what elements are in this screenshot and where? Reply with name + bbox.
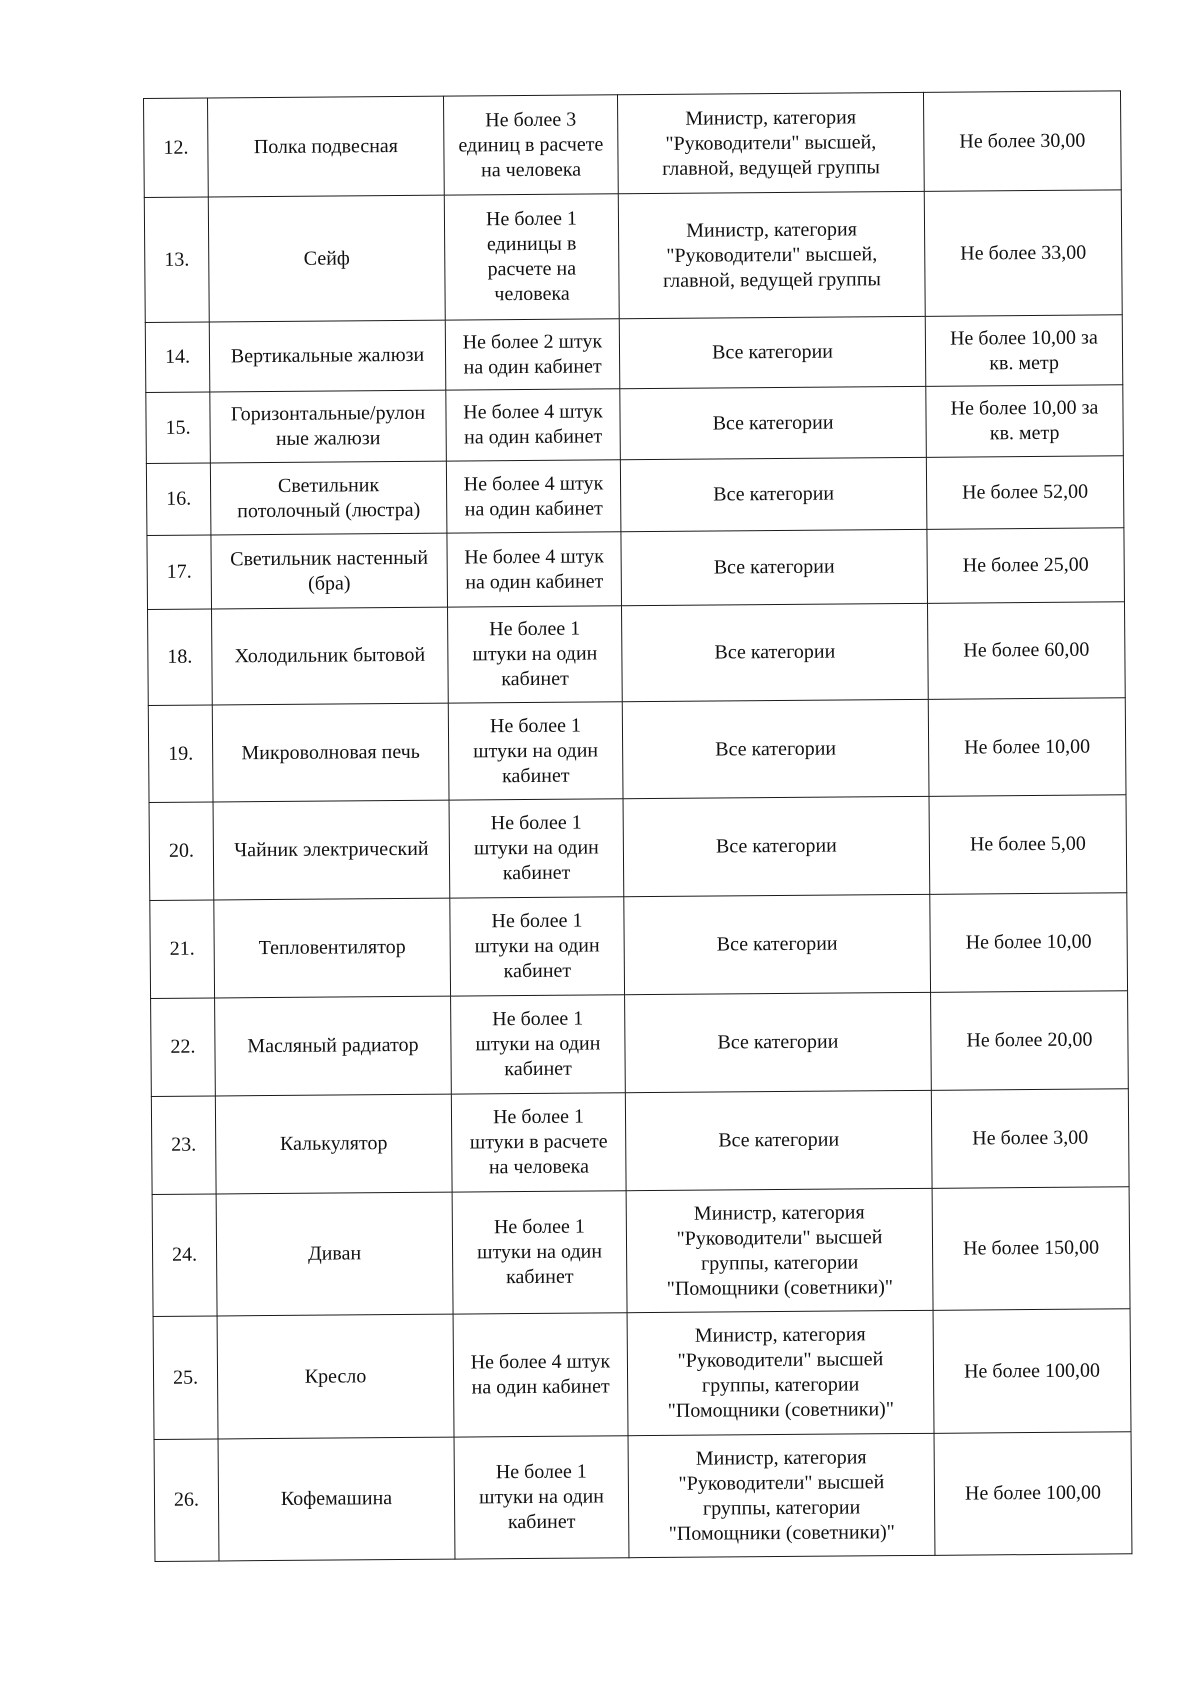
row-number: 12.	[163, 136, 189, 159]
item-name-cell	[210, 461, 447, 535]
quantity-limit: Не более 1 штуки в расчете на человека	[469, 1105, 608, 1179]
row-number: 13.	[164, 248, 190, 271]
quantity-cell	[448, 606, 623, 703]
row-number-cell	[151, 1096, 216, 1194]
price-cell	[927, 602, 1125, 700]
quantity-limit: Не более 3 единиц в расчете на человека	[458, 108, 604, 181]
item-name-cell	[214, 898, 451, 998]
item-name: Сейф	[303, 246, 350, 270]
category-cell	[620, 386, 927, 459]
norms-table	[143, 90, 1132, 1562]
row-number-cell	[148, 705, 213, 802]
row-number: 20.	[168, 839, 194, 862]
price-cell	[933, 1309, 1131, 1434]
table-row	[148, 602, 1126, 706]
quantity-cell	[449, 799, 624, 898]
staff-category: Все категории	[718, 1128, 840, 1152]
quantity-cell	[451, 1093, 626, 1192]
quantity-cell	[454, 1436, 629, 1559]
category-cell	[628, 1433, 935, 1557]
category-cell	[620, 457, 927, 531]
row-number: 22.	[170, 1035, 196, 1058]
item-name: Светильник настенный (бра)	[230, 546, 429, 595]
quantity-cell	[448, 702, 623, 800]
item-name: Светильник потолочный (люстра)	[237, 473, 421, 522]
item-name: Микроволновая печь	[241, 740, 420, 764]
quantity-cell	[444, 194, 619, 320]
row-number-cell	[147, 535, 212, 610]
staff-category: Все категории	[717, 1030, 839, 1054]
item-name: Кофемашина	[280, 1487, 393, 1510]
table-row	[145, 315, 1123, 393]
category-cell	[617, 92, 924, 193]
row-number: 14.	[164, 345, 191, 368]
price-cell	[928, 698, 1126, 797]
table-row	[146, 385, 1124, 464]
item-name-cell	[215, 996, 452, 1096]
item-name-cell	[208, 96, 445, 197]
row-number-cell	[153, 1316, 218, 1439]
row-number: 21.	[169, 937, 195, 960]
quantity-cell	[453, 1313, 628, 1437]
price-cell	[934, 1432, 1132, 1556]
quantity-limit: Не более 4 штук на один кабинет	[463, 471, 604, 520]
quantity-limit: Не более 1 штуки на один кабинет	[474, 909, 600, 983]
table-row	[152, 1187, 1130, 1317]
quantity-cell	[446, 460, 621, 533]
table-row	[151, 1089, 1129, 1195]
item-name: Холодильник бытовой	[234, 643, 426, 668]
item-name-cell	[217, 1314, 454, 1439]
row-number-cell	[144, 98, 209, 197]
price-limit: Не более 25,00	[962, 553, 1089, 577]
price-cell	[925, 315, 1123, 387]
quantity-cell	[443, 95, 618, 195]
table-row	[154, 1432, 1132, 1562]
table-row	[147, 528, 1125, 610]
price-cell	[931, 1089, 1129, 1189]
row-number-cell	[152, 1194, 217, 1316]
quantity-limit: Не более 2 штук на один кабинет	[462, 329, 603, 378]
row-number-cell	[146, 392, 211, 464]
row-number: 17.	[166, 560, 192, 583]
category-cell	[625, 1090, 932, 1190]
row-number: 18.	[167, 645, 193, 668]
table-body	[144, 91, 1132, 1562]
item-name-cell	[216, 1192, 453, 1316]
category-cell	[622, 603, 929, 701]
table-row	[144, 91, 1122, 198]
item-name: Горизонтальные/рулон ные жалюзи	[230, 401, 426, 450]
row-number-cell	[144, 197, 209, 322]
row-number-cell	[148, 609, 213, 705]
row-number: 25.	[172, 1366, 199, 1389]
price-limit: Не более 10,00	[965, 930, 1092, 954]
row-number-cell	[149, 802, 214, 900]
price-limit: Не более 150,00	[962, 1236, 1100, 1260]
quantity-limit: Не более 1 штуки на один кабинет	[477, 1215, 603, 1289]
item-name-cell	[211, 533, 448, 609]
staff-category: Министр, категория "Руководители" высшей группы, категории "Помощники (советники)"	[666, 1200, 894, 1300]
price-cell	[932, 1187, 1130, 1311]
price-limit: Не более 10,00 за кв. метр	[950, 396, 1099, 445]
row-number-cell	[151, 998, 216, 1096]
quantity-limit: Не более 1 единицы в расчете на человека	[485, 207, 578, 306]
staff-category: Все категории	[712, 340, 834, 364]
price-cell	[929, 795, 1127, 895]
quantity-limit: Не более 1 штуки на один кабинет	[472, 617, 598, 691]
price-limit: Не более 10,00 за кв. метр	[949, 326, 1098, 374]
price-cell	[926, 456, 1124, 530]
price-limit: Не более 5,00	[969, 832, 1086, 856]
quantity-limit: Не более 1 штуки на один кабинет	[478, 1460, 605, 1534]
staff-category: Министр, категория "Руководители" высшей, главной, ведущей группы	[662, 105, 881, 180]
table-row	[146, 456, 1124, 536]
quantity-limit: Не более 4 штук на один кабинет	[464, 544, 604, 593]
category-cell	[621, 529, 928, 605]
quantity-cell	[445, 319, 620, 390]
quantity-cell	[452, 1191, 627, 1314]
price-limit: Не более 33,00	[960, 241, 1087, 265]
staff-category: Все категории	[715, 737, 837, 761]
category-cell	[624, 894, 931, 994]
item-name: Диван	[307, 1242, 362, 1265]
item-name-cell	[213, 800, 450, 900]
quantity-cell	[450, 897, 625, 996]
price-cell	[927, 528, 1125, 604]
row-number: 23.	[171, 1133, 197, 1156]
row-number: 26.	[173, 1488, 200, 1511]
quantity-limit: Не более 4 штук на один кабинет	[470, 1350, 611, 1399]
row-number: 24.	[171, 1243, 198, 1266]
table-row	[150, 893, 1128, 999]
category-cell	[626, 1188, 933, 1312]
category-cell	[623, 796, 930, 896]
staff-category: Все категории	[713, 482, 835, 506]
staff-category: Все категории	[715, 834, 837, 858]
quantity-cell	[447, 532, 622, 607]
staff-category: Все категории	[714, 640, 836, 664]
category-cell	[622, 699, 929, 798]
quantity-cell	[446, 389, 621, 461]
category-cell	[627, 1310, 934, 1435]
staff-category: Все категории	[713, 555, 835, 579]
item-name-cell	[209, 320, 446, 392]
price-cell	[923, 91, 1121, 192]
item-name-cell	[210, 390, 447, 463]
row-number: 15.	[165, 416, 191, 439]
staff-category: Министр, категория "Руководители" высшей, главной, ведущей группы	[662, 217, 881, 292]
price-cell	[924, 190, 1122, 317]
item-name-cell	[212, 607, 449, 705]
row-number: 16.	[166, 487, 192, 510]
category-cell	[618, 191, 925, 318]
category-cell	[619, 316, 926, 388]
price-cell	[931, 991, 1129, 1091]
price-limit: Не более 60,00	[963, 638, 1090, 662]
table-row	[148, 698, 1126, 803]
staff-category: Министр, категория "Руководители" высшей группы, категории "Помощники (советники)"	[668, 1445, 895, 1545]
staff-category: Все категории	[712, 411, 834, 435]
item-name-cell	[218, 1437, 455, 1561]
item-name: Полка подвесная	[253, 134, 399, 158]
table-row	[144, 190, 1122, 323]
item-name-cell	[215, 1094, 452, 1194]
category-cell	[625, 992, 932, 1092]
item-name: Тепловентилятор	[258, 935, 406, 960]
item-name: Масляный радиатор	[247, 1033, 419, 1058]
quantity-limit: Не более 1 штуки на один кабинет	[475, 1007, 601, 1081]
row-number-cell	[146, 463, 211, 536]
quantity-limit: Не более 1 штуки на один кабинет	[473, 714, 599, 787]
row-number-cell	[145, 322, 210, 393]
price-limit: Не более 100,00	[964, 1481, 1102, 1505]
row-number-cell	[150, 900, 215, 998]
item-name-cell	[208, 195, 445, 322]
quantity-limit: Не более 1 штуки на один кабинет	[473, 811, 599, 885]
price-limit: Не более 3,00	[972, 1126, 1089, 1150]
price-limit: Не более 100,00	[963, 1359, 1101, 1383]
price-limit: Не более 52,00	[962, 480, 1089, 504]
staff-category: Все категории	[716, 932, 838, 956]
item-name-cell	[212, 703, 449, 802]
table-row	[153, 1309, 1131, 1440]
row-number: 19.	[168, 742, 194, 765]
price-cell	[930, 893, 1128, 993]
item-name: Калькулятор	[279, 1132, 388, 1155]
quantity-cell	[451, 995, 626, 1094]
item-name: Вертикальные жалюзи	[230, 343, 425, 368]
price-limit: Не более 20,00	[966, 1028, 1093, 1052]
item-name: Кресло	[304, 1364, 367, 1388]
row-number-cell	[154, 1439, 219, 1561]
table-row	[149, 795, 1127, 901]
price-cell	[926, 385, 1124, 458]
table-row	[151, 991, 1129, 1097]
staff-category: Министр, категория "Руководители" высшей группы, категории "Помощники (советники)"	[667, 1323, 895, 1422]
price-limit: Не более 10,00	[964, 735, 1091, 759]
item-name: Чайник электрический	[234, 837, 429, 862]
price-limit: Не более 30,00	[959, 129, 1086, 153]
quantity-limit: Не более 4 штук на один кабинет	[463, 400, 603, 449]
